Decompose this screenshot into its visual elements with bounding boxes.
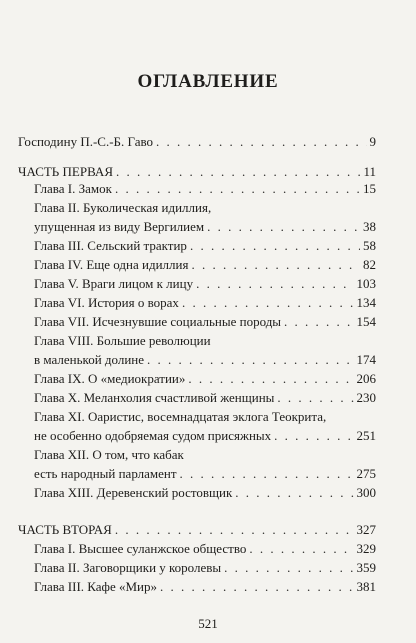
leader-dots [224, 560, 353, 576]
leader-dots [196, 276, 353, 292]
page-number: 521 [198, 616, 218, 631]
toc-chapter-entry [34, 579, 376, 595]
toc-page-number: 327 [356, 522, 376, 537]
toc-chapter-entry [34, 541, 376, 557]
toc-chapter-entry [34, 181, 376, 197]
chapter-title: не особенно одобряемая судом присяжных [34, 428, 272, 443]
toc-chapter-entry [34, 447, 376, 482]
part-title: ЧАСТЬ ВТОРАЯ [18, 522, 112, 537]
chapter-title: Глава I. Высшее суланжское общество [34, 541, 247, 556]
toc-page-number: 15 [363, 181, 376, 196]
toc-page-number: 300 [356, 485, 376, 500]
chapter-title: в маленькой долине [34, 352, 145, 367]
leader-dots [191, 257, 360, 273]
chapter-title-line1: Глава II. Буколическая идиллия, [34, 200, 212, 215]
leader-dots [190, 238, 360, 254]
leader-dots [160, 579, 354, 595]
toc-page-number: 251 [356, 428, 376, 443]
toc-page-number: 82 [363, 257, 376, 272]
toc-entry-text: Господину П.-С.-Б. Гаво [18, 134, 154, 149]
toc-page-number: 9 [369, 134, 376, 149]
chapter-title-line1: Глава XI. Оаристис, восемнадцатая эклога Теокрита, [34, 409, 327, 424]
leader-dots [235, 485, 353, 501]
toc-chapter-entry [34, 200, 376, 235]
toc-page-number: 38 [363, 219, 376, 234]
leader-dots [115, 522, 354, 538]
toc-page-number: 359 [356, 560, 376, 575]
toc-chapter-entry [34, 238, 376, 254]
toc-page-number: 134 [356, 295, 376, 310]
toc-chapter-entry [34, 333, 376, 368]
toc-page-number: 174 [356, 352, 376, 367]
leader-dots [274, 428, 353, 444]
leader-dots [116, 164, 360, 180]
chapter-title: Глава VI. История о ворах [34, 295, 179, 310]
leader-dots [115, 181, 360, 197]
toc-entry-dedication [18, 134, 376, 150]
leader-dots [147, 352, 353, 368]
toc-chapter-entry [34, 560, 376, 576]
toc-chapter-entry [34, 257, 376, 273]
toc-part-second [18, 522, 376, 538]
leader-dots [188, 371, 353, 387]
toc-page-number: 58 [363, 238, 376, 253]
toc-chapter-entry [34, 276, 376, 292]
leader-dots [249, 541, 353, 557]
chapter-title: Глава III. Кафе «Мир» [34, 579, 157, 594]
toc-chapter-entry [34, 371, 376, 387]
leader-dots [284, 314, 353, 330]
chapter-title: упущенная из виду Вергилием [34, 219, 205, 234]
chapter-title: Глава I. Замок [34, 181, 112, 196]
chapter-title: Глава X. Меланхолия счастливой женщины [34, 390, 275, 405]
chapter-title-line1: Глава VIII. Большие революции [34, 333, 211, 348]
chapter-title: Глава IV. Еще одна идиллия [34, 257, 189, 272]
chapter-title: Глава V. Враги лицом к лицу [34, 276, 194, 291]
chapter-title: Глава VII. Исчезнувшие социальные породы [34, 314, 282, 329]
toc-page-number: 275 [356, 466, 376, 481]
toc-page-number: 230 [356, 390, 376, 405]
part-title: ЧАСТЬ ПЕРВАЯ [18, 164, 113, 179]
chapter-title-line1: Глава XII. О том, что кабак [34, 447, 184, 462]
leader-dots [180, 466, 354, 482]
leader-dots [182, 295, 354, 311]
toc-chapter-entry [34, 295, 376, 311]
page-title: ОГЛАВЛЕНИЕ [137, 71, 279, 92]
chapter-title: Глава XIII. Деревенский ростовщик [34, 485, 233, 500]
toc-chapter-entry [34, 485, 376, 501]
toc-chapter-entry [34, 390, 376, 406]
chapter-title: Глава III. Сельский трактир [34, 238, 187, 253]
leader-dots [156, 134, 366, 150]
leader-dots [207, 219, 360, 235]
chapter-title: Глава II. Заговорщики у королевы [34, 560, 222, 575]
toc-page-number: 103 [356, 276, 376, 291]
chapter-title: Глава IX. О «медиократии» [34, 371, 186, 386]
leader-dots [277, 390, 353, 406]
chapter-title: есть народный парламент [34, 466, 177, 481]
toc-part-first [18, 164, 376, 180]
toc-page-number: 154 [356, 314, 376, 329]
toc-page-number: 11 [363, 164, 376, 179]
toc-page-number: 206 [356, 371, 376, 386]
toc-page-number: 329 [356, 541, 376, 556]
toc-chapter-entry [34, 314, 376, 330]
toc-page-number: 381 [356, 579, 376, 594]
toc-chapter-entry [34, 409, 376, 444]
